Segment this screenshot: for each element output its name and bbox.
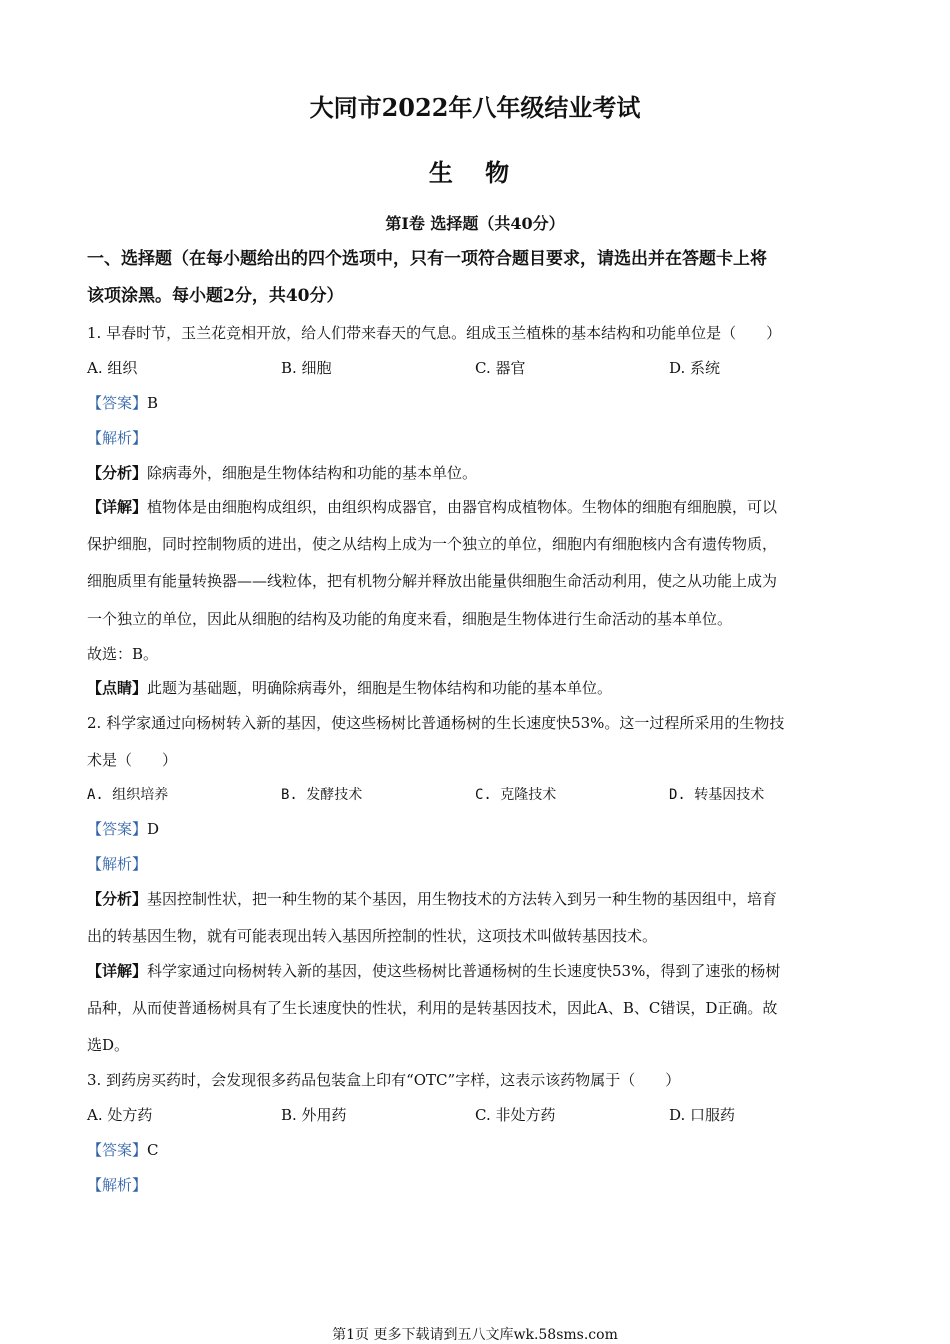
q2-analysis-label: 【解析】 xyxy=(87,855,148,873)
q3-option-b: B. 外用药 xyxy=(281,1106,347,1124)
q3-answer: C xyxy=(147,1141,159,1159)
page-footer: 第1页 更多下载请到五八文库wk.58sms.com xyxy=(332,1327,618,1343)
q2-option-c: C. 克隆技术 xyxy=(475,787,557,803)
q1-fenxi-row xyxy=(87,463,477,483)
fenxi-label: 【分析】 xyxy=(87,890,148,908)
q3-option-d: D. 口服药 xyxy=(669,1106,736,1124)
q2-option-d: D. 转基因技术 xyxy=(669,787,765,803)
q3-stem: 3. 到药房买药时，会发现很多药品包装盒上印有“OTC”字样，这表示该药物属于（ ） xyxy=(87,1071,681,1089)
subject-title: 生 物 xyxy=(428,158,522,187)
q2-option-b: B. 发酵技术 xyxy=(281,787,363,803)
exam-title: 大同市2022年八年级结业考试 xyxy=(309,93,641,122)
q1-detail-line-1: 植物体是由细胞构成组织，由组织构成器官，由器官构成植物体。生物体的细胞有细胞膜，可以 xyxy=(147,498,778,516)
instructions-line-1: 一、选择题（在每小题给出的四个选项中，只有一项符合题目要求，请选出并在答题卡上将 xyxy=(87,249,767,269)
q1-fenxi: 除病毒外，细胞是生物体结构和功能的基本单位。 xyxy=(147,464,478,482)
q1-detail-line-2: 保护细胞，同时控制物质的进出，使之从结构上成为一个独立的单位，细胞内有细胞核内含有遗传物质， xyxy=(87,535,778,553)
answer-label: 【答案】 xyxy=(87,820,148,838)
q2-answer-row xyxy=(87,819,159,839)
q1-option-a: A. 组织 xyxy=(87,359,138,377)
q1-detail-line-3: 细胞质里有能量转换器——线粒体，把有机物分解并释放出能量供细胞生命活动利用，使之从功能上成为 xyxy=(87,572,778,590)
q1-option-b: B. 细胞 xyxy=(281,359,332,377)
q1-conclusion: 故选：B。 xyxy=(87,645,159,663)
instructions-line-2: 该项涂黑。每小题2分，共40分） xyxy=(87,286,344,306)
dianjing-label: 【点睛】 xyxy=(87,679,148,697)
q1-detail-row xyxy=(87,497,777,517)
q2-fenxi-line-2: 出的转基因生物，就有可能表现出转入基因所控制的性状，这项技术叫做转基因技术。 xyxy=(87,927,658,945)
q2-option-a: A. 组织培养 xyxy=(87,787,169,803)
xiangjie-label: 【详解】 xyxy=(87,962,148,980)
q2-detail-line-2: 品种，从而使普通杨树具有了生长速度快的性状，利用的是转基因技术，因此A、B、C错误，D正确。故 xyxy=(87,999,778,1017)
q2-detail-line-3: 选D。 xyxy=(87,1036,130,1054)
q1-option-c: C. 器官 xyxy=(475,359,526,377)
answer-label: 【答案】 xyxy=(87,394,148,412)
q2-fenxi-row xyxy=(87,889,777,909)
q1-option-d: D. 系统 xyxy=(669,359,721,377)
q1-stem: 1. 早春时节，玉兰花竞相开放，给人们带来春天的气息。组成玉兰植株的基本结构和功能单位是（ ） xyxy=(87,324,782,342)
q2-answer: D xyxy=(147,820,160,838)
q1-answer: B xyxy=(147,394,159,412)
q3-analysis-label: 【解析】 xyxy=(87,1176,148,1194)
q3-answer-row xyxy=(87,1140,159,1160)
q2-stem-line-1: 2. 科学家通过向杨树转入新的基因，使这些杨树比普通杨树的生长速度快53%。这一过程所采用的生物技 xyxy=(87,714,785,732)
q3-option-a: A. 处方药 xyxy=(87,1106,153,1124)
q1-detail-line-4: 一个独立的单位，因此从细胞的结构及功能的角度来看，细胞是生物体进行生命活动的基本单位。 xyxy=(87,610,733,628)
fenxi-label: 【分析】 xyxy=(87,464,148,482)
xiangjie-label: 【详解】 xyxy=(87,498,148,516)
q1-dianjing-row xyxy=(87,678,612,698)
q2-stem-line-2: 术是（ ） xyxy=(87,751,178,769)
section-title: 第Ⅰ卷 选择题（共40分） xyxy=(385,214,565,233)
q2-detail-row xyxy=(87,961,780,981)
q1-analysis-label: 【解析】 xyxy=(87,429,148,447)
q2-fenxi-line-1: 基因控制性状，把一种生物的某个基因，用生物技术的方法转入到另一种生物的基因组中，培育 xyxy=(147,890,778,908)
q3-option-c: C. 非处方药 xyxy=(475,1106,556,1124)
q2-detail-line-1: 科学家通过向杨树转入新的基因，使这些杨树比普通杨树的生长速度快53%，得到了速张的杨树 xyxy=(147,962,781,980)
q1-dianjing: 此题为基础题，明确除病毒外，细胞是生物体结构和功能的基本单位。 xyxy=(147,679,613,697)
q1-answer-row xyxy=(87,393,158,413)
answer-label: 【答案】 xyxy=(87,1141,148,1159)
